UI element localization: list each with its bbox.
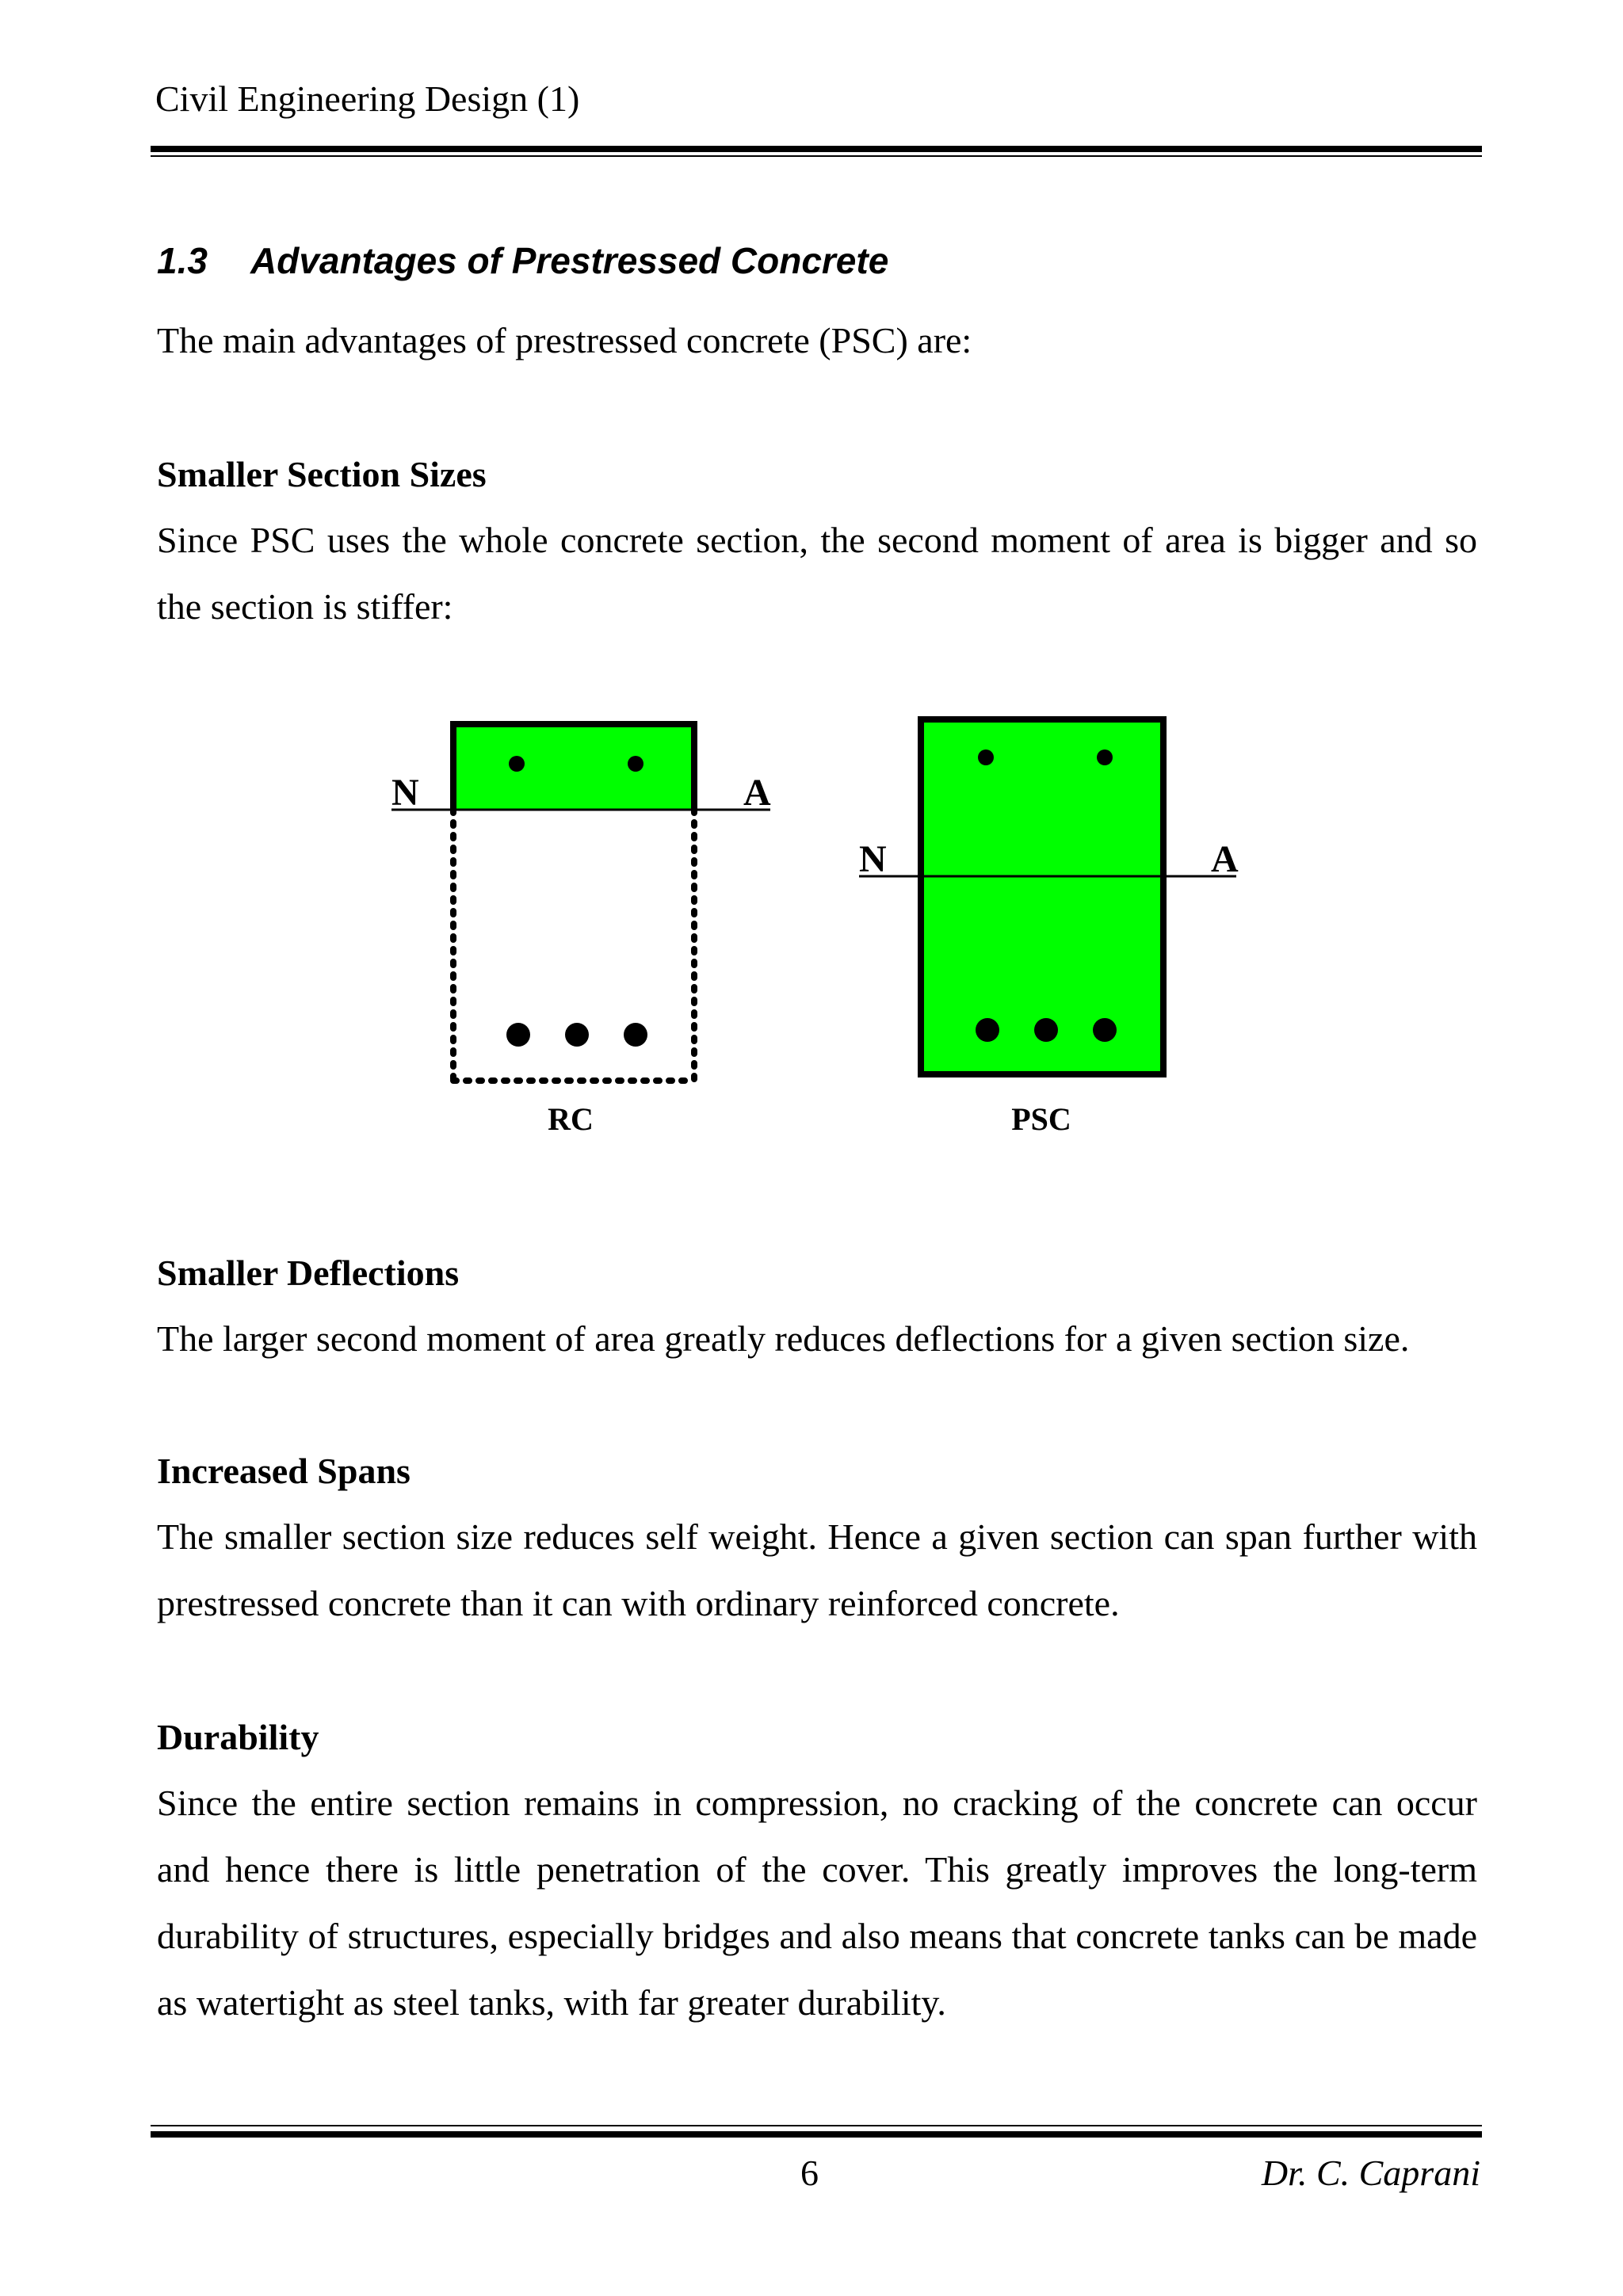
- section-comparison-figure: [0, 681, 1623, 1157]
- subheading-smaller-deflections: Smaller Deflections: [157, 1253, 460, 1293]
- psc-bottom-tendon: [1034, 1018, 1058, 1042]
- paragraph-smaller-section-sizes: Since PSC uses the whole concrete section, the second moment of area is bigger and so the section is stiffer:: [157, 520, 1477, 627]
- running-header: Civil Engineering Design (1): [155, 78, 580, 119]
- header-rule-thin: [151, 155, 1482, 157]
- section-comparison-diagram: [0, 681, 1623, 1157]
- rc-bottom-bar: [565, 1023, 589, 1047]
- header-rule-thick: [151, 146, 1482, 152]
- psc-bottom-tendon: [1093, 1018, 1117, 1042]
- rc-bottom-bar: [624, 1023, 647, 1047]
- rc-top-bar: [509, 756, 525, 772]
- psc-section: [859, 719, 1239, 1137]
- psc-na-label-a: A: [1211, 838, 1239, 880]
- rc-na-label-n: N: [391, 772, 419, 814]
- psc-bottom-tendon: [976, 1018, 999, 1042]
- rc-compression-zone: [453, 724, 694, 810]
- section-intro: The main advantages of prestressed concrete (PSC) are:: [157, 320, 972, 360]
- footer-rule-thin: [151, 2125, 1482, 2126]
- page-number: 6: [800, 2153, 819, 2193]
- author-name: Dr. C. Caprani: [1261, 2153, 1480, 2193]
- section-number: 1.3: [157, 240, 208, 281]
- psc-top-tendon: [1097, 749, 1113, 765]
- footer-rule-thick: [151, 2131, 1482, 2138]
- subheading-smaller-section-sizes: Smaller Section Sizes: [157, 454, 487, 494]
- paragraph-smaller-deflections: The larger second moment of area greatly reduces deflections for a given section size.: [157, 1318, 1410, 1359]
- rc-top-bar: [628, 756, 643, 772]
- paragraph-durability: Since the entire section remains in compression, no cracking of the concrete can occur and hence there is little penetration of the cover. This greatly improves the long-term durability of structures, especially bridges and also means that concrete tanks can be made as watertight as steel tanks, with far greater durability.: [157, 1783, 1477, 2023]
- rc-bottom-bar: [506, 1023, 530, 1047]
- subheading-increased-spans: Increased Spans: [157, 1451, 411, 1491]
- psc-caption: PSC: [1011, 1101, 1071, 1137]
- paragraph-increased-spans: The smaller section size reduces self weight. Hence a given section can span further with prestressed concrete than it can with ordinary reinforced concrete.: [157, 1516, 1477, 1623]
- rc-caption: RC: [548, 1101, 594, 1137]
- section-title: Advantages of Prestressed Concrete: [250, 240, 889, 281]
- psc-top-tendon: [978, 749, 994, 765]
- rc-section: [391, 724, 771, 1137]
- section-heading: [157, 239, 888, 282]
- psc-na-label-n: N: [859, 838, 887, 880]
- subheading-durability: Durability: [157, 1717, 319, 1757]
- rc-na-label-a: A: [743, 772, 771, 814]
